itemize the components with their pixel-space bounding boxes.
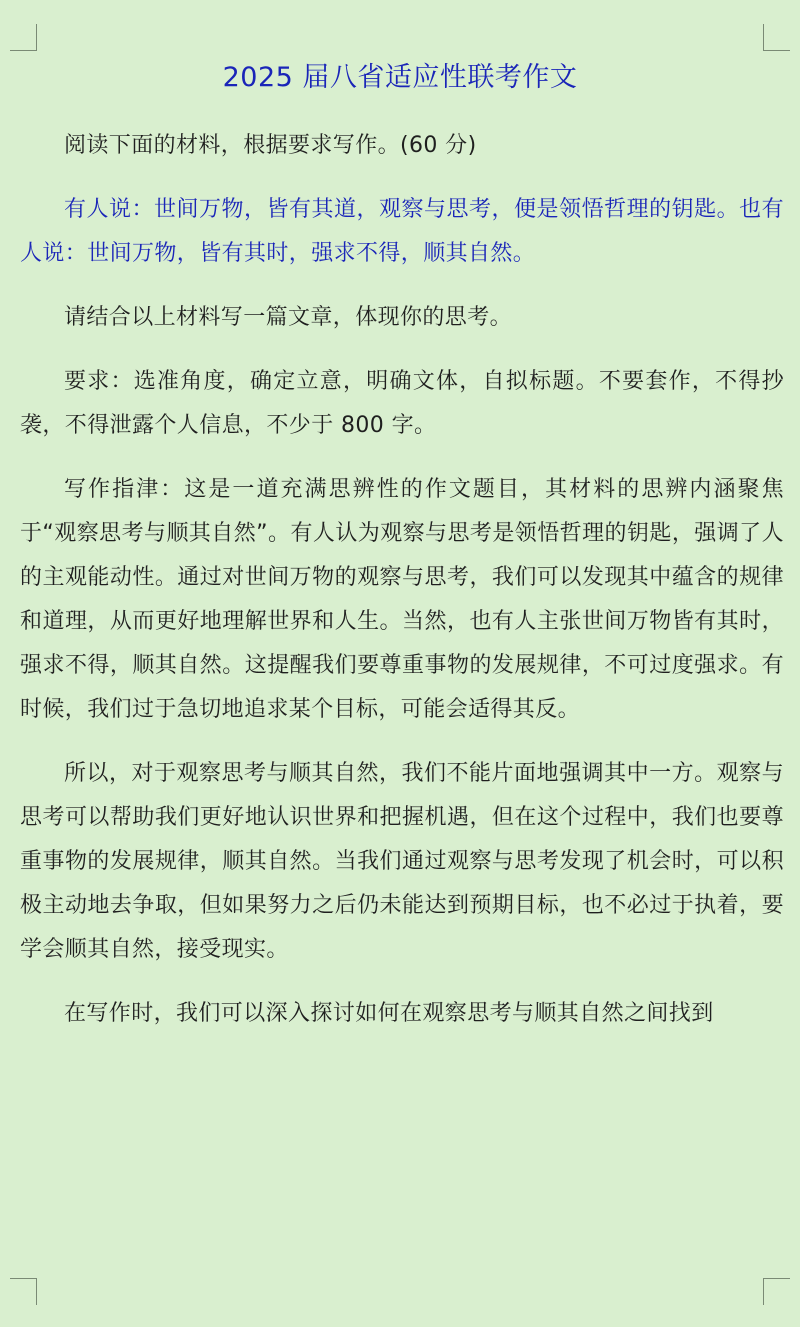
paragraph-material: 有人说：世间万物，皆有其道，观察与思考，便是领悟哲理的钥匙。也有人说：世间万物，皆有其时，强求不得，顺其自然。 bbox=[20, 197, 784, 266]
crop-mark-bottom-right bbox=[763, 1278, 790, 1305]
paragraph-guide: 写作指津：这是一道充满思辨性的作文题目，其材料的思辨内涵聚焦于“观察思考与顺其自然”。有人认为观察与思考是领悟哲理的钥匙，强调了人的主观能动性。通过对世间万物的观察与思考，我们可以发现其中蕴含的规律和道理，从而更好地理解世界和人生。当然，也有人主张世间万物皆有其时，强求不得，顺其自然。这提醒我们要尊重事物的发展规律，不可过度强求。有时候，我们过于急切地追求某个目标，可能会适得其反。 bbox=[20, 477, 784, 722]
document-body bbox=[20, 124, 784, 1056]
crop-mark-bottom-left bbox=[10, 1278, 37, 1305]
crop-mark-top-right bbox=[763, 24, 790, 51]
paragraph-writing-tip: 在写作时，我们可以深入探讨如何在观察思考与顺其自然之间找到 bbox=[64, 1001, 714, 1026]
paragraph-requirements: 要求：选准角度，确定立意，明确文体，自拟标题。不要套作，不得抄袭，不得泄露个人信息，不少于 800 字。 bbox=[20, 369, 784, 438]
paragraph-analysis: 所以，对于观察思考与顺其自然，我们不能片面地强调其中一方。观察与思考可以帮助我们更好地认识世界和把握机遇，但在这个过程中，我们也要尊重事物的发展规律，顺其自然。当我们通过观察与思考发现了机会时，可以积极主动地去争取，但如果努力之后仍未能达到预期目标，也不必过于执着，要学会顺其自然，接受现实。 bbox=[20, 761, 784, 962]
crop-mark-top-left bbox=[10, 24, 37, 51]
document-title: 2025 届八省适应性联考作文 bbox=[222, 62, 578, 93]
paragraph-instruction: 阅读下面的材料，根据要求写作。(60 分) bbox=[64, 133, 477, 158]
paragraph-prompt: 请结合以上材料写一篇文章，体现你的思考。 bbox=[64, 305, 513, 330]
